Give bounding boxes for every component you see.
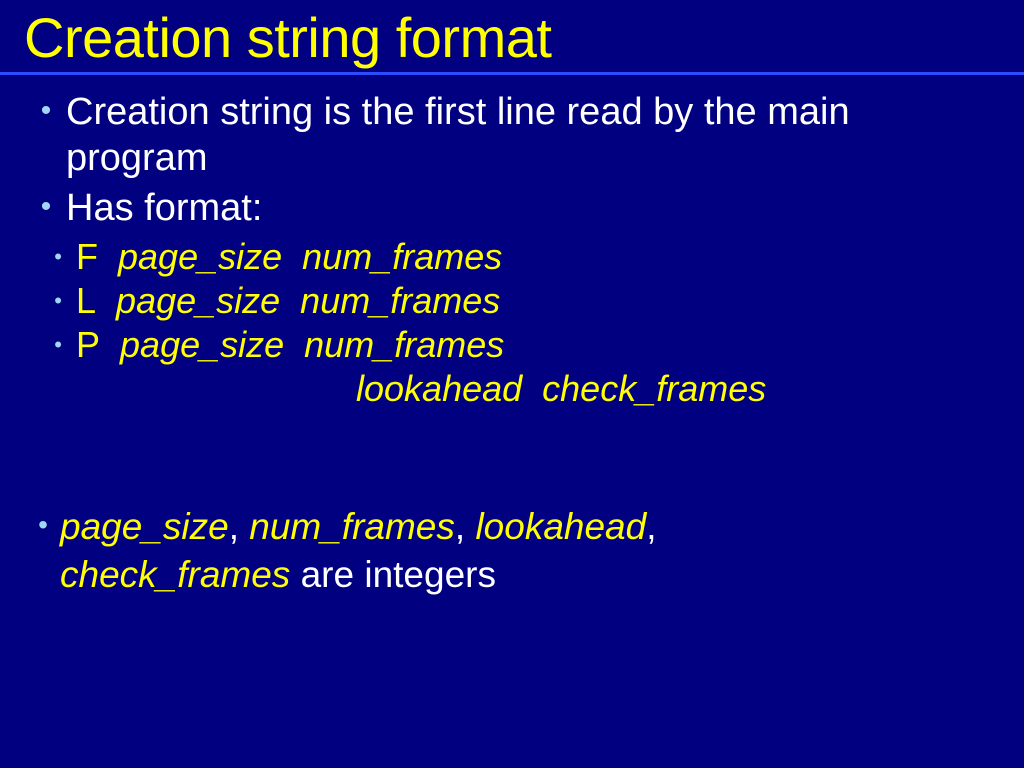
- bullet-icon: •: [54, 288, 62, 313]
- list-item: [26, 235, 1004, 279]
- format-params: page_size num_frames: [118, 236, 503, 277]
- format-prefix: F: [76, 236, 98, 277]
- slide-body: [0, 75, 1024, 599]
- format-prefix: L: [76, 280, 97, 321]
- bullet-text: Creation string is the first line read by the main program: [66, 91, 850, 179]
- list-item: [26, 185, 1004, 231]
- format-params: page_size num_frames: [120, 324, 505, 365]
- param-num-frames: num_frames: [249, 506, 455, 547]
- are-integers-text: are integers: [290, 554, 496, 595]
- param-page-size: page_size: [60, 506, 229, 547]
- list-item: [26, 89, 1004, 181]
- separator: ,: [454, 506, 476, 547]
- bullet-text: [60, 503, 657, 599]
- list-item: [26, 323, 1004, 367]
- separator: ,: [228, 506, 250, 547]
- bullet-icon: •: [40, 94, 52, 127]
- param-check-frames: check_frames: [60, 554, 291, 595]
- list-item: [26, 503, 1004, 599]
- bullet-text: Has format:: [66, 187, 263, 229]
- format-params: page_size num_frames: [116, 280, 501, 321]
- format-continuation: lookahead check_frames: [356, 368, 767, 409]
- param-lookahead: lookahead: [475, 506, 647, 547]
- bullet-icon: •: [54, 332, 62, 357]
- format-prefix: P: [76, 324, 101, 365]
- bullet-icon: •: [38, 509, 48, 540]
- bullet-icon: •: [40, 190, 52, 223]
- vertical-spacer: [26, 411, 1004, 503]
- separator: ,: [646, 506, 657, 547]
- page-title: Creation string format: [24, 6, 552, 69]
- bullet-icon: •: [54, 244, 62, 269]
- list-item: [26, 279, 1004, 323]
